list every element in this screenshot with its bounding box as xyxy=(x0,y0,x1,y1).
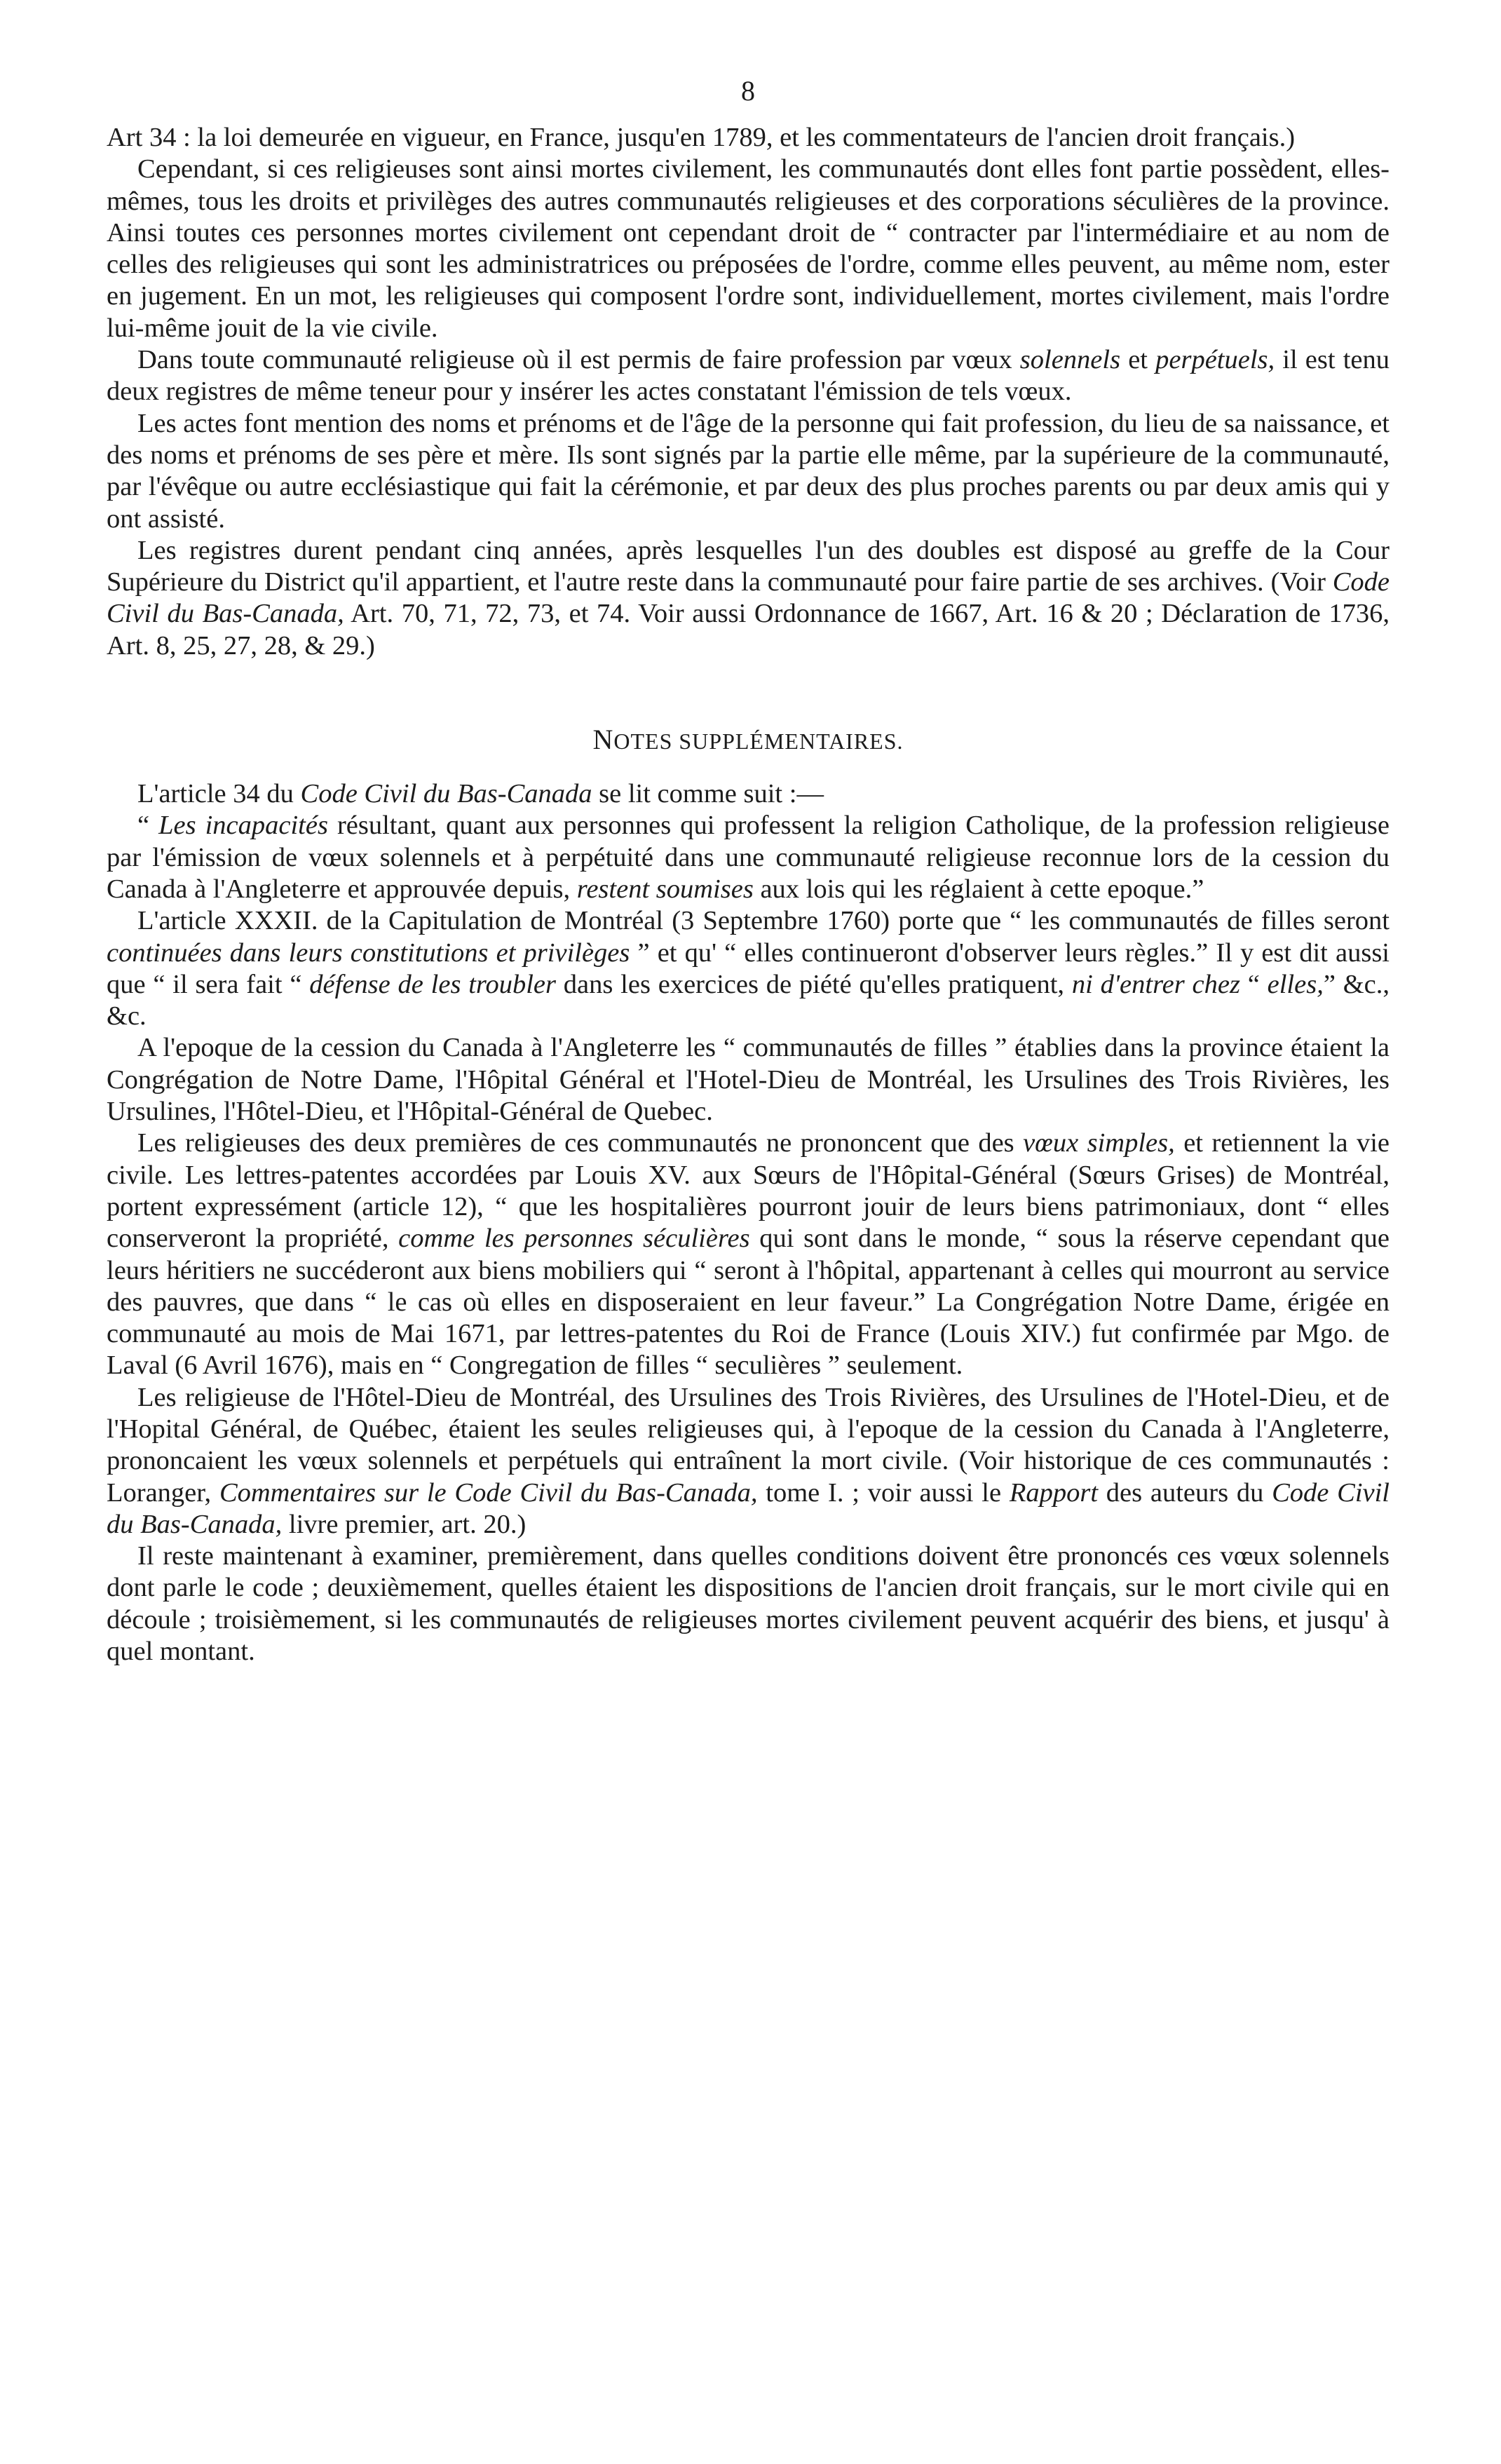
italic-text: Rapport xyxy=(1009,1477,1099,1508)
italic-text: comme les personnes séculières xyxy=(398,1224,750,1254)
paragraph-epoque: A l'epoque de la cession du Canada à l'Angleterre les “ communautés de filles ” établies dans la province étaient la Congrégation de Notre Dame, l'Hôpital Général et l'Hotel-Dieu de Montréal, les Ursulines des Trois Rivières, les Ursulines, l'Hôtel-Dieu, et l'Hôpital-Général de Quebec. xyxy=(107,1033,1390,1127)
text: Les religieuses des deux premières de ces communautés ne prononcent que des xyxy=(137,1128,1024,1158)
text: L'article 34 du xyxy=(137,779,301,809)
paragraph-article34 xyxy=(107,778,1390,810)
text: ” et qu' “ elles continueront d'observer leurs règles.” Il y est dit aussi que “ il sera fait “ xyxy=(107,937,1390,999)
paragraph-hotel-dieu xyxy=(107,1382,1390,1541)
italic-text: Les incapacités xyxy=(158,811,328,841)
paragraph-duree xyxy=(107,535,1390,662)
text: L'article XXXII. de la Capitulation de Montréal (3 Septembre 1760) porte que “ les communautés de filles seront xyxy=(137,906,1390,936)
text: “ xyxy=(1239,969,1268,999)
text: et xyxy=(1120,345,1156,375)
italic-text: Code Civil du Bas-Canada, xyxy=(107,1477,1390,1539)
text: Dans toute communauté religieuse où il est permis de faire profession par vœux xyxy=(137,345,1020,375)
italic-text: restent soumises xyxy=(576,874,754,904)
quote-article34 xyxy=(107,810,1390,905)
italic-text: Commentaires sur le Code Civil du Bas-Canada, xyxy=(219,1477,758,1508)
heading-initial: N xyxy=(592,724,614,756)
text: se lit comme suit :— xyxy=(592,779,824,809)
italic-text: Code Civil du Bas-Canada xyxy=(300,779,592,809)
italic-text: Code Civil du Bas-Canada, xyxy=(107,567,1390,629)
text: Art. 70, 71, 72, 73, et 74. Voir aussi Ordonnance de 1667, Art. 16 & 20 ; Déclaration de 1736, Art. 8, 25, 27, 28, & 29.) xyxy=(107,599,1390,661)
text: ” &c., &c. xyxy=(107,969,1390,1031)
text: il est tenu deux registres de même teneur pour y insérer les actes constatant l'émission de tels vœux. xyxy=(107,345,1390,407)
document-page xyxy=(107,70,1390,1667)
paragraph-actes: Les actes font mention des noms et prénoms et de l'âge de la personne qui fait profession, du lieu de sa naissance, et des noms et prénoms de ses père et mère. Ils sont signés par la partie elle même, par la supérieure de la communauté, par l'évêque ou autre ecclésiastique qui fait la cérémonie, et par deux des plus proches parents ou par deux amis qui y ont assisté. xyxy=(107,408,1390,534)
section-heading xyxy=(107,724,1390,757)
text: Les religieuse de l'Hôtel-Dieu de Montréal, des Ursulines des Trois Rivières, des Ursulines de l'Hotel-Dieu, et de l'Hopital Général, de Québec, étaient les seules religieuses qui, à l'epoque de la cession du Canada à l'Angleterre, prononcaient les vœux solennels et perpétuels qui entraînent la mort civile. (Voir historique de ces communautés : Loranger, xyxy=(107,1382,1390,1508)
text: dans les exercices de piété qu'elles pratiquent, xyxy=(556,969,1072,999)
text: “ xyxy=(137,811,159,841)
paragraph-art34-continuation: Art 34 : la loi demeurée en vigueur, en France, jusqu'en 1789, et les commentateurs de l'ancien droit français.) xyxy=(107,123,1296,152)
text: aux lois qui les réglaient à cette epoque.” xyxy=(753,874,1204,904)
paragraph-capitulation xyxy=(107,905,1390,1032)
text: résultant, quant aux personnes qui professent la religion Catholique, de la profession religieuse par l'émission de vœux solennels et à perpétuité dans une communauté religieuse reconnue lors de la cession du Canada à l'Angleterre et approuvée depuis, xyxy=(107,811,1390,904)
text: Les registres durent pendant cinq années, après lesquelles l'un des doubles est disposé au greffe de la Cour Supérieure du District qu'il appartient, et l'autre reste dans la communauté pour faire partie de ses archives. (Voir xyxy=(107,535,1390,597)
italic-text: solennels xyxy=(1019,345,1121,375)
italic-text: elles, xyxy=(1267,969,1324,999)
text: livre premier, art. 20.) xyxy=(282,1509,527,1539)
italic-text: continuées dans leurs constitutions et privilèges xyxy=(107,937,630,968)
paragraph-registres xyxy=(107,344,1390,408)
paragraph-cependant: Cependant, si ces religieuses sont ainsi mortes civilement, les communautés dont elles font partie possèdent, elles-mêmes, tous les droits et privilèges des autres communautés religieuses et des corporations séculières de la province. Ainsi toutes ces personnes mortes civilement ont cependant droit de “ contracter par l'intermédiaire et au nom de celles des religieuses qui sont les administratrices ou préposées de l'ordre, comme elles peuvent, au même nom, ester en jugement. En un mot, les religieuses qui composent l'ordre sont, individuellement, mortes civilement, mais l'ordre lui-même jouit de la vie civile. xyxy=(107,154,1390,343)
text: qui sont dans le monde, “ sous la réserve cependant que leurs héritiers ne succéderont aux biens mobiliers qui “ seront à l'hôpital, appartenant à celles qui mourront au service des pauvres, que dans “ le cas où elles en disposeraient en leur faveur.” La Congrégation Notre Dame, érigée en communauté au mois de Mai 1671, par lettres-patentes du Roi de France (Louis XIV.) fut confirmée par Mgo. de Laval (6 Avril 1676), mais en “ Congregation de filles “ seculières ” seulement. xyxy=(107,1224,1390,1381)
page-number: 8 xyxy=(741,75,755,107)
italic-text: perpétuels, xyxy=(1155,345,1275,375)
italic-text: défense de les troubler xyxy=(309,969,556,999)
text: et retiennent la vie civile. Les lettres-patentes accordées par Louis XV. aux Sœurs de l'Hôpital-Général (Sœurs Grises) de Montréal, portent expressément (article 12), “ que les hospitalières pourront jouir de leurs biens patrimoniaux, dont “ elles conserveront la propriété, xyxy=(107,1128,1390,1254)
heading-rest: OTES SUPPLÉMENTAIRES. xyxy=(613,729,904,754)
italic-text: ni d'entrer chez xyxy=(1071,969,1240,999)
paragraph-religieuses xyxy=(107,1128,1390,1381)
paragraph-final: Il reste maintenant à examiner, premièrement, dans quelles conditions doivent être prononcés ces vœux solennels dont parle le code ; deuxièmement, quelles étaient les dispositions de l'ancien droit français, sur le mort civile qui en découle ; troisièmement, si les communautés de religieuses mortes civilement peuvent acquérir des biens, et jusqu' à quel montant. xyxy=(107,1541,1390,1667)
italic-text: vœux simples, xyxy=(1023,1128,1175,1158)
text: tome I. ; voir aussi le xyxy=(757,1477,1010,1508)
text: des auteurs du xyxy=(1098,1477,1272,1508)
